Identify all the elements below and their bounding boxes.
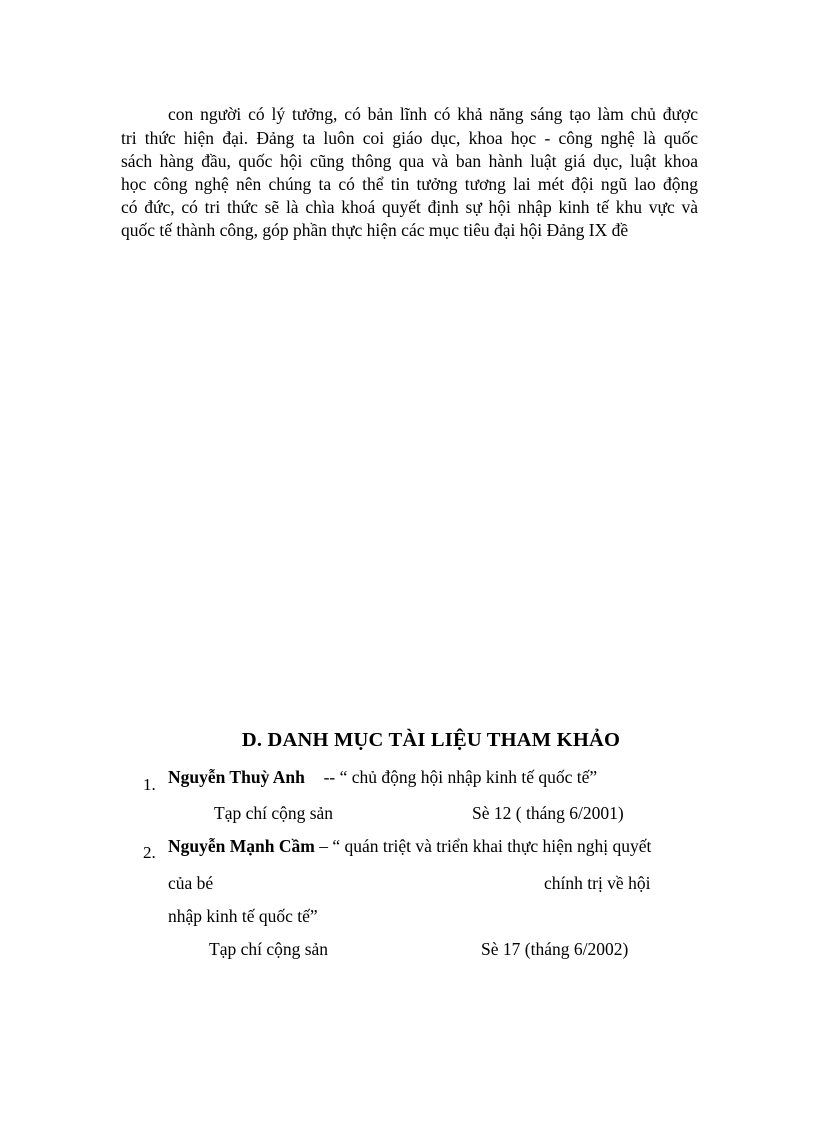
paragraph-line-4: học công nghệ nên chúng ta có thể tin tưởng tương lai mét đội ngũ lao động xyxy=(121,174,698,194)
reference-2-title-line3: nhập kinh tế quốc tế” xyxy=(168,906,318,926)
reference-2-title-line1: – “ quán triệt và triển khai thực hiện nghị quyết xyxy=(319,836,652,856)
paragraph-line-2: tri thức hiện đại. Đảng ta luôn coi giáo dục, khoa học - công nghệ là quốc xyxy=(121,128,698,148)
paragraph-line-3: sách hàng đầu, quốc hội cũng thông qua và ban hành luật giá dục, luật khoa xyxy=(121,151,698,171)
reference-2-title-line2a: của bé xyxy=(168,873,214,893)
reference-1-author: Nguyễn Thuỳ Anh xyxy=(168,767,305,787)
reference-1-title: -- “ chủ động hội nhập kinh tế quốc tế” xyxy=(323,767,598,787)
reference-2-issue: Sè 17 (tháng 6/2002) xyxy=(481,939,629,959)
paragraph-line-6: quốc tế thành công, góp phần thực hiện các mục tiêu đại hội Đảng IX đề xyxy=(121,220,629,240)
reference-2-journal: Tạp chí cộng sản xyxy=(209,939,329,959)
paragraph-line-1: con người có lý tưởng, có bản lĩnh có khả năng sáng tạo làm chủ được xyxy=(168,104,698,124)
reference-2-line xyxy=(168,836,651,857)
paragraph-line-5: có đức, có tri thức sẽ là chìa khoá quyết định sự hội nhập kinh tế khu vực và xyxy=(121,197,698,217)
reference-1-issue: Sè 12 ( tháng 6/2001) xyxy=(472,803,624,823)
reference-1-line xyxy=(168,767,597,788)
references-heading: D. DANH MỤC TÀI LIỆU THAM KHẢO xyxy=(241,729,621,751)
reference-2-author: Nguyễn Mạnh Cầm xyxy=(168,836,315,856)
reference-2-number: 2. xyxy=(143,843,156,862)
reference-1-number: 1. xyxy=(143,775,156,794)
reference-1-journal: Tạp chí cộng sản xyxy=(214,803,334,823)
reference-2-title-line2b: chính trị về hội xyxy=(544,873,651,893)
